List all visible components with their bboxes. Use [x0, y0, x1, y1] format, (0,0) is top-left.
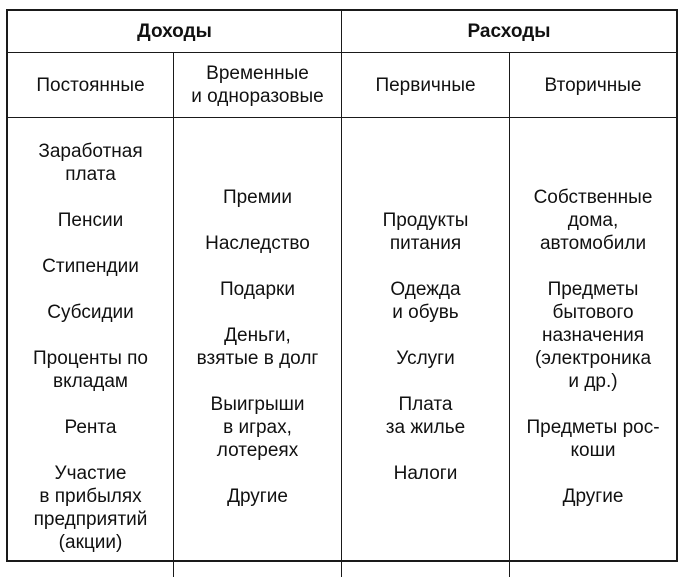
list-item: Проценты по вкладам	[32, 348, 148, 392]
list-item: Предметы рос- коши	[526, 417, 660, 461]
list-item: Пенсии	[57, 210, 124, 231]
column-primary	[342, 118, 510, 577]
list-item: Наследство	[205, 233, 310, 254]
list-item: Премии	[222, 187, 293, 208]
list-item: Предметы бытового назначения (электроника и др.)	[534, 279, 652, 392]
list-item: Собственные дома, автомобили	[533, 187, 653, 254]
income-expenses-table	[6, 9, 678, 562]
subheader-primary	[342, 53, 510, 118]
list-item: Участие в прибылях предприятий (акции)	[33, 463, 148, 553]
list-item: Другие	[227, 486, 288, 507]
list-item: Выигрыши в играх, лотереях	[210, 394, 305, 461]
subheader-secondary	[510, 53, 676, 118]
list-item: Деньги, взятые в долг	[196, 325, 319, 369]
subheader-temporary	[174, 53, 342, 118]
list-item: Налоги	[393, 463, 458, 484]
subheader-secondary-label: Вторичные	[544, 74, 642, 96]
list-item: Рента	[64, 417, 117, 438]
column-permanent	[8, 118, 174, 577]
subheader-permanent-label: Постоянные	[36, 74, 145, 96]
subheader-primary-label: Первичные	[375, 74, 476, 96]
list-item: Подарки	[220, 279, 295, 300]
list-item: Субсидии	[47, 302, 134, 323]
list-item: Услуги	[396, 348, 455, 369]
column-secondary	[510, 118, 676, 577]
list-item: Стипендии	[42, 256, 139, 277]
list-item: Одежда и обувь	[390, 279, 461, 323]
header-expenses: Расходы	[342, 11, 676, 53]
list-item: Продукты питания	[382, 210, 469, 254]
subheader-temporary-label: Временные и одноразовые	[191, 63, 324, 107]
list-item: Другие	[562, 486, 624, 507]
header-income: Доходы	[8, 11, 342, 53]
list-item: Плата за жилье	[385, 394, 466, 438]
list-item: Заработная плата	[38, 141, 143, 185]
subheader-permanent	[8, 53, 174, 118]
column-temporary	[174, 118, 342, 577]
